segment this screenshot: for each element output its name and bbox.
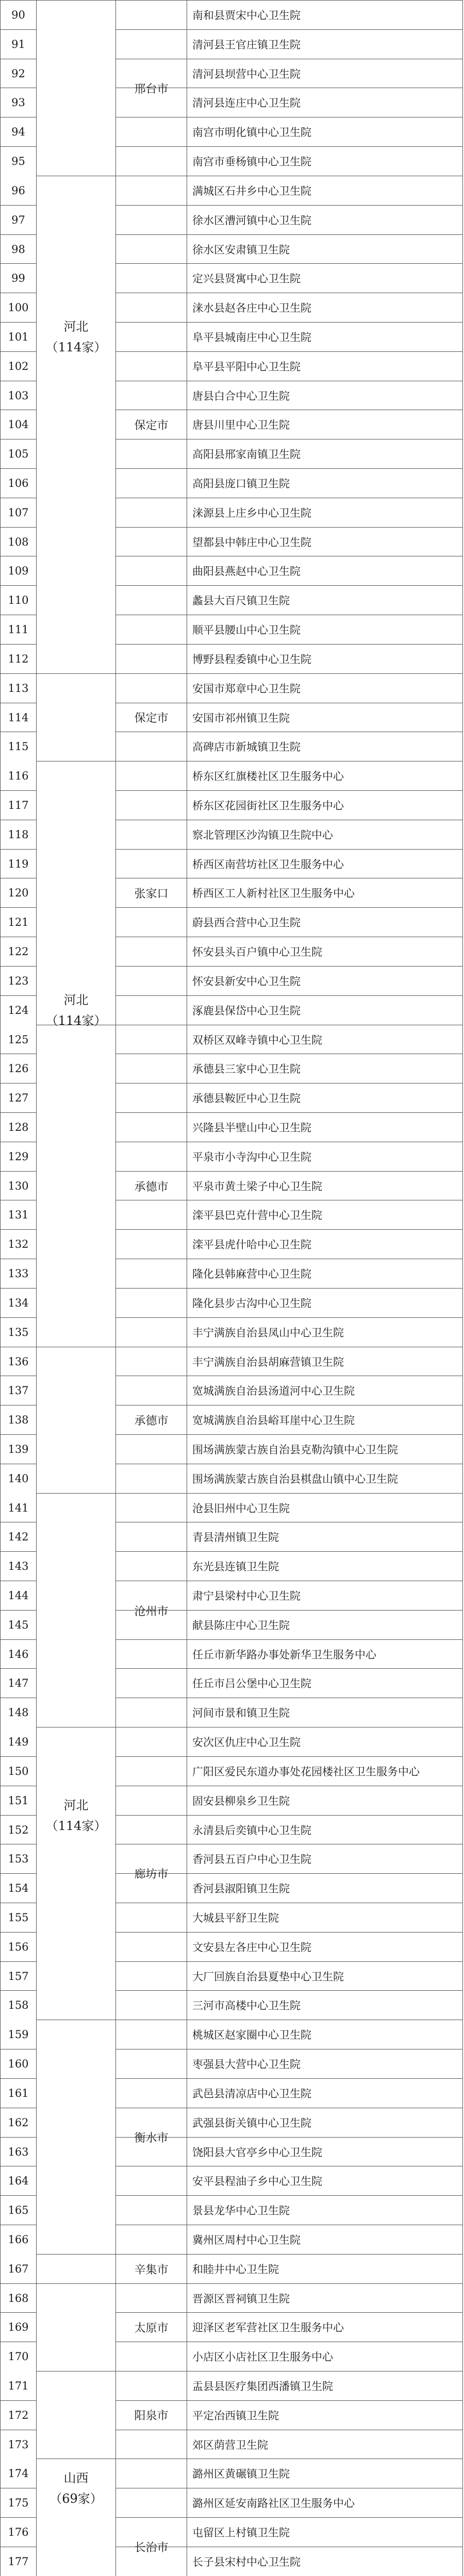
province-count: （114家） xyxy=(45,340,107,354)
row-number: 125 xyxy=(8,1033,29,1046)
province-name: 河北 xyxy=(63,993,89,1007)
row-number: 114 xyxy=(8,711,29,724)
hospital-name: 平定冶西镇卫生院 xyxy=(192,2410,279,2422)
row-number: 98 xyxy=(11,243,25,256)
hospital-name: 满城区石井乡中心卫生院 xyxy=(192,185,311,197)
hospital-name: 平泉市小寺沟中心卫生院 xyxy=(192,1151,311,1163)
row-number: 153 xyxy=(8,1853,29,1865)
hospital-name: 涿鹿县保岱中心卫生院 xyxy=(192,1005,301,1017)
hospital-name: 东光县连镇卫生院 xyxy=(192,1561,279,1573)
row-number: 130 xyxy=(8,1180,29,1192)
row-number: 108 xyxy=(8,536,29,548)
hospital-name: 景县龙华中心卫生院 xyxy=(192,2205,290,2217)
row-number: 159 xyxy=(8,2028,29,2041)
hospital-name: 博野县程委镇中心卫生院 xyxy=(192,653,311,666)
row-number: 113 xyxy=(8,682,29,694)
hospital-name: 固安县柳泉乡卫生院 xyxy=(192,1795,290,1807)
hospital-name: 大厂回族自治县夏垫中心卫生院 xyxy=(192,1971,344,1983)
hospital-name: 察北管理区沙沟镇卫生院中心 xyxy=(192,829,333,841)
hospital-name: 高阳县邢家南镇卫生院 xyxy=(192,448,301,461)
hospital-name: 丰宁满族自治县凤山中心卫生院 xyxy=(192,1327,344,1339)
row-number: 158 xyxy=(8,1999,29,2011)
hospital-name: 文安县左各庄中心卫生院 xyxy=(192,1941,311,1954)
row-number: 123 xyxy=(8,975,29,987)
row-number: 144 xyxy=(8,1589,29,1602)
hospital-name: 南宫市明化镇中心卫生院 xyxy=(192,126,311,139)
hospital-name: 高阳县庞口镇卫生院 xyxy=(192,478,290,490)
hospital-name: 涞源县上庄乡中心卫生院 xyxy=(192,507,311,519)
hospital-name: 滦平县巴克什营中心卫生院 xyxy=(192,1209,322,1222)
province-name: 河北 xyxy=(63,1798,89,1812)
hospital-name: 定兴县贤寓中心卫生院 xyxy=(192,273,301,285)
hospital-name: 清河县王官庄镇卫生院 xyxy=(192,39,301,51)
row-number: 167 xyxy=(8,2263,29,2275)
city-cell: 张家口 xyxy=(134,887,169,901)
row-number: 120 xyxy=(8,887,29,899)
hospital-name: 南和县贾宋中心卫生院 xyxy=(192,9,301,22)
row-number: 165 xyxy=(8,2204,29,2216)
row-number: 105 xyxy=(8,448,29,460)
row-number: 92 xyxy=(11,67,25,80)
row-number: 162 xyxy=(8,2116,29,2129)
city-cell: 邢台市 xyxy=(134,82,169,96)
row-number: 128 xyxy=(8,1121,29,1133)
row-number: 102 xyxy=(8,360,29,372)
province-cell xyxy=(37,674,115,1347)
row-number: 148 xyxy=(8,1706,29,1719)
row-number: 133 xyxy=(8,1267,29,1280)
province-count: （114家） xyxy=(45,1013,107,1028)
hospital-name: 望都县中韩庄中心卫生院 xyxy=(192,536,311,549)
row-number: 134 xyxy=(8,1297,29,1309)
row-number: 122 xyxy=(8,945,29,958)
hospital-name: 安次区仇庄中心卫生院 xyxy=(192,1736,301,1749)
row-number: 129 xyxy=(8,1150,29,1163)
hospital-name: 长子县宋村中心卫生院 xyxy=(192,2556,301,2568)
row-number: 93 xyxy=(11,96,25,109)
row-number: 106 xyxy=(8,477,29,489)
hospital-name: 武邑县清凉店中心卫生院 xyxy=(192,2088,311,2100)
hospital-name: 任丘市吕公堡中心卫生院 xyxy=(192,1677,311,1690)
row-number: 104 xyxy=(8,418,29,431)
hospital-name: 围场满族蒙古族自治县克勒沟镇中心卫生院 xyxy=(192,1444,398,1456)
hospital-name: 武强县街关镇中心卫生院 xyxy=(192,2117,311,2129)
city-cell: 承德市 xyxy=(134,1415,169,1428)
hospital-name: 高碑店市新城镇卫生院 xyxy=(192,741,301,753)
hospital-name: 和睦井中心卫生院 xyxy=(192,2263,279,2276)
row-number: 118 xyxy=(8,828,29,841)
row-number: 172 xyxy=(8,2409,29,2421)
hospital-name: 青县清州镇卫生院 xyxy=(192,1531,279,1544)
row-number: 166 xyxy=(8,2233,29,2246)
row-number: 150 xyxy=(8,1765,29,1777)
hospital-name: 晋源区晋祠镇卫生院 xyxy=(192,2293,290,2305)
row-number: 142 xyxy=(8,1531,29,1543)
hospital-name: 郊区荫营卫生院 xyxy=(192,2439,268,2451)
city-cell: 辛集市 xyxy=(134,2263,169,2277)
province-cell xyxy=(37,1,115,673)
hospital-name: 南宫市垂杨镇中心卫生院 xyxy=(192,156,311,168)
row-number: 97 xyxy=(11,214,25,226)
city-cell: 保定市 xyxy=(134,712,169,725)
row-number: 138 xyxy=(8,1414,29,1426)
row-number: 160 xyxy=(8,2058,29,2070)
city-cell: 太原市 xyxy=(134,2322,169,2335)
row-number: 176 xyxy=(8,2526,29,2538)
row-number: 137 xyxy=(8,1384,29,1397)
row-number: 143 xyxy=(8,1560,29,1572)
row-number: 117 xyxy=(8,799,29,811)
row-number: 90 xyxy=(11,9,25,21)
hospital-name: 广阳区爱民东道办事处花园楼社区卫生服务中心 xyxy=(192,1766,420,1778)
hospital-name: 任丘市新华路办事处新华卫生服务中心 xyxy=(192,1649,376,1661)
hospital-name: 徐水区漕河镇中心卫生院 xyxy=(192,214,311,227)
hospital-name: 围场满族蒙古族自治县棋盘山镇中心卫生院 xyxy=(192,1473,398,1485)
hospital-name: 小店区小店社区卫生服务中心 xyxy=(192,2351,333,2363)
hospital-name: 桥东区花园街社区卫生服务中心 xyxy=(192,800,344,812)
row-number: 109 xyxy=(8,565,29,577)
row-number: 161 xyxy=(8,2087,29,2099)
hospital-name: 唐县川里中心卫生院 xyxy=(192,419,290,431)
row-number: 152 xyxy=(8,1824,29,1836)
hospital-name: 涞水县赵各庄中心卫生院 xyxy=(192,302,311,314)
row-number: 103 xyxy=(8,389,29,402)
hospital-name: 蔚县西合营中心卫生院 xyxy=(192,917,301,929)
hospital-name: 饶阳县大官亭乡中心卫生院 xyxy=(192,2146,322,2159)
row-number: 168 xyxy=(8,2292,29,2304)
hospital-name: 蠡县大百尺镇卫生院 xyxy=(192,595,290,607)
hospital-name: 香河县五百户中心卫生院 xyxy=(192,1853,311,1866)
row-number: 141 xyxy=(8,1502,29,1514)
hospital-name: 献县陈庄中心卫生院 xyxy=(192,1619,290,1632)
row-number: 99 xyxy=(11,272,25,284)
row-number: 173 xyxy=(8,2438,29,2451)
hospital-name: 永清县后奕镇中心卫生院 xyxy=(192,1824,311,1837)
row-number: 154 xyxy=(8,1882,29,1894)
hospital-name: 肃宁县梁村中心卫生院 xyxy=(192,1590,301,1602)
province-count: （114家） xyxy=(45,1818,107,1833)
hospital-name: 香河县淑阳镇卫生院 xyxy=(192,1883,290,1895)
row-number: 107 xyxy=(8,506,29,519)
hospital-name: 隆化县步古沟中心卫生院 xyxy=(192,1297,311,1310)
row-number: 94 xyxy=(11,126,25,138)
hospital-name: 冀州区周村中心卫生院 xyxy=(192,2234,301,2246)
column-divider xyxy=(462,0,463,2576)
row-number: 112 xyxy=(8,653,29,665)
row-number: 151 xyxy=(8,1794,29,1807)
hospital-name: 桥西区工人新村社区卫生服务中心 xyxy=(192,887,355,900)
row-number: 135 xyxy=(8,1326,29,1338)
city-cell: 阳泉市 xyxy=(134,2410,169,2422)
row-number: 100 xyxy=(8,301,29,314)
row-number: 127 xyxy=(8,1092,29,1104)
row-number: 121 xyxy=(8,916,29,928)
row-number: 171 xyxy=(8,2380,29,2392)
hospital-name: 怀安县新安中心卫生院 xyxy=(192,975,301,988)
row-number: 91 xyxy=(11,38,25,50)
hospital-name: 滦平县虎什哈中心卫生院 xyxy=(192,1239,311,1251)
hospital-name: 丰宁满族自治县胡麻营镇卫生院 xyxy=(192,1356,344,1368)
hospital-name: 宽城满族自治县汤道河中心卫生院 xyxy=(192,1385,355,1397)
hospital-name: 河间市景和镇卫生院 xyxy=(192,1707,290,1719)
row-number: 110 xyxy=(8,594,29,606)
city-cell: 衡水市 xyxy=(134,2131,169,2145)
row-number: 145 xyxy=(8,1619,29,1631)
hospital-name: 桥西区南营坊社区卫生服务中心 xyxy=(192,858,344,871)
row-number: 149 xyxy=(8,1736,29,1748)
row-number: 175 xyxy=(8,2497,29,2509)
row-number: 101 xyxy=(8,331,29,343)
province-cell xyxy=(37,1347,115,2283)
row-number: 119 xyxy=(8,858,29,870)
row-number: 115 xyxy=(8,740,29,753)
row-number: 156 xyxy=(8,1941,29,1953)
row-number: 174 xyxy=(8,2467,29,2480)
hospital-name: 徐水区安肃镇卫生院 xyxy=(192,244,290,256)
row-number: 146 xyxy=(8,1648,29,1660)
hospital-name: 潞州区黄碾镇卫生院 xyxy=(192,2468,290,2480)
row-number: 126 xyxy=(8,1062,29,1075)
hospital-name: 安平县程油子乡中心卫生院 xyxy=(192,2175,322,2188)
hospital-name: 双桥区双峰寺镇中心卫生院 xyxy=(192,1034,322,1046)
row-number: 139 xyxy=(8,1443,29,1455)
hospital-name: 安国市祁州镇卫生院 xyxy=(192,712,290,724)
hospital-name: 兴隆县半壁山中心卫生院 xyxy=(192,1122,311,1134)
row-number: 124 xyxy=(8,1004,29,1016)
hospital-name: 顺平县腰山中心卫生院 xyxy=(192,624,301,636)
province-name: 河北 xyxy=(63,319,89,334)
row-number: 157 xyxy=(8,1970,29,1982)
row-number: 111 xyxy=(8,623,29,636)
hospital-name: 承德县鞍匠中心卫生院 xyxy=(192,1092,301,1105)
row-number: 170 xyxy=(8,2350,29,2363)
hospital-name: 屯留区上村镇卫生院 xyxy=(192,2527,290,2539)
hospital-name: 迎泽区老军营社区卫生服务中心 xyxy=(192,2321,344,2334)
hospital-name: 阜平县平阳中心卫生院 xyxy=(192,361,301,373)
row-number: 155 xyxy=(8,1911,29,1924)
row-number: 96 xyxy=(11,184,25,197)
hospital-name: 曲阳县燕赵中心卫生院 xyxy=(192,565,301,578)
city-cell: 廊坊市 xyxy=(134,1868,169,1881)
city-cell: 保定市 xyxy=(134,419,169,432)
province-cell xyxy=(37,2284,115,2576)
row-number: 136 xyxy=(8,1355,29,1368)
city-cell: 承德市 xyxy=(134,1180,169,1194)
hospital-name: 枣强县大营中心卫生院 xyxy=(192,2058,301,2071)
hospital-name: 沧县旧州中心卫生院 xyxy=(192,1502,290,1515)
hospital-name: 桃城区赵家圈中心卫生院 xyxy=(192,2029,311,2041)
row-number: 169 xyxy=(8,2321,29,2333)
city-cell: 沧州市 xyxy=(134,1605,169,1618)
hospital-name: 清河县坝营中心卫生院 xyxy=(192,68,301,80)
hospital-name: 大城县平舒卫生院 xyxy=(192,1912,279,1924)
city-cell: 长治市 xyxy=(134,2541,169,2554)
province-count: （69家） xyxy=(49,2492,103,2506)
hospital-name: 阜平县城南庄中心卫生院 xyxy=(192,331,311,344)
row-number: 131 xyxy=(8,1209,29,1221)
hospital-name: 清河县连庄中心卫生院 xyxy=(192,97,301,109)
hospital-name: 平泉市黄土梁子中心卫生院 xyxy=(192,1180,322,1193)
hospital-name: 安国市郑章中心卫生院 xyxy=(192,683,301,695)
row-number: 164 xyxy=(8,2175,29,2187)
hospital-name: 桥东区红旗楼社区卫生服务中心 xyxy=(192,770,344,783)
hospital-name: 宽城满族自治县峪耳崖中心卫生院 xyxy=(192,1414,355,1427)
row-number: 147 xyxy=(8,1677,29,1689)
hospital-name: 三河市高楼中心卫生院 xyxy=(192,1999,301,2012)
row-number: 116 xyxy=(8,770,29,782)
row-number: 163 xyxy=(8,2146,29,2158)
hospital-name: 隆化县韩麻营中心卫生院 xyxy=(192,1268,311,1280)
hospital-name: 承德县三家中心卫生院 xyxy=(192,1063,301,1075)
row-number: 177 xyxy=(8,2555,29,2568)
row-number: 95 xyxy=(11,155,25,167)
row-number: 140 xyxy=(8,1472,29,1485)
province-name: 山西 xyxy=(63,2471,89,2485)
hospital-name: 潞州区延安南路社区卫生服务中心 xyxy=(192,2497,355,2510)
hospital-name: 唐县白合中心卫生院 xyxy=(192,390,290,402)
hospital-name: 盂县县医疗集团西潘镇卫生院 xyxy=(192,2380,333,2393)
hospital-name: 怀安县头百户镇中心卫生院 xyxy=(192,946,322,958)
row-number: 132 xyxy=(8,1238,29,1250)
